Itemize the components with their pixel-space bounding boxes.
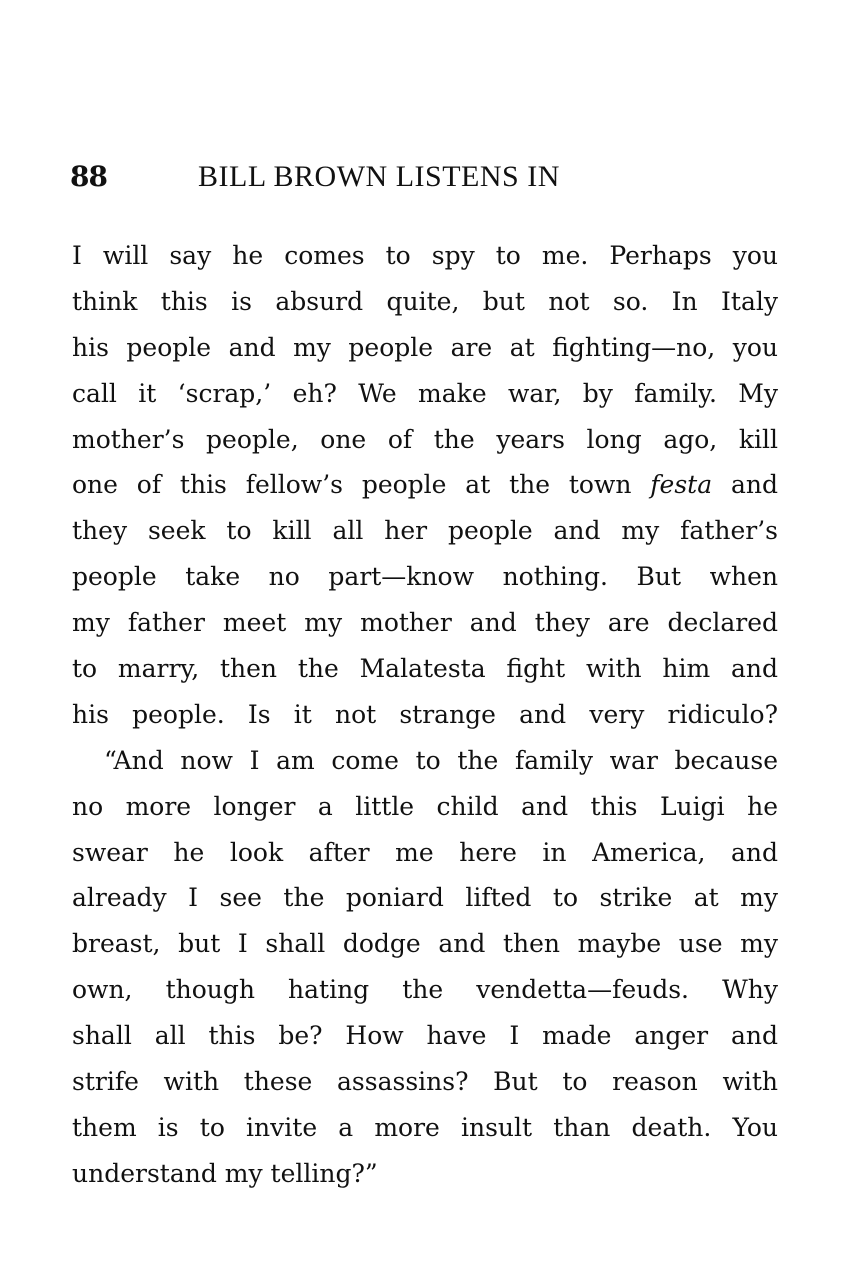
text-line: breast, but I shall dodge and then maybe use my bbox=[72, 929, 778, 959]
text-line: to marry, then the Malatesta fight with him and bbox=[72, 654, 778, 684]
text-line: think this is absurd quite, but not so. In Italy bbox=[72, 286, 778, 316]
text-line: call it ‘scrap,’ eh? We make war, by family. My bbox=[72, 378, 778, 408]
text-segment: one of this fellow’s people at the town bbox=[72, 470, 632, 500]
text-line: my father meet my mother and they are declared bbox=[72, 608, 778, 638]
paragraph bbox=[72, 233, 778, 738]
text-line: I will say he comes to spy to me. Perhaps you bbox=[72, 241, 778, 270]
running-title: BILL BROWN LISTENS IN bbox=[198, 160, 560, 193]
text-segment: and bbox=[730, 470, 778, 500]
text-line: his people and my people are at fighting—no, you bbox=[72, 332, 778, 362]
text-line: they seek to kill all her people and my father’s bbox=[72, 516, 778, 546]
text-line: strife with these assassins? But to reason with bbox=[72, 1067, 778, 1097]
text-line: swear he look after me here in America, and bbox=[72, 837, 778, 867]
text-line: “And now I am come to the family war because bbox=[104, 745, 778, 775]
text-line: no more longer a little child and this Luigi he bbox=[72, 791, 778, 821]
text-line: understand my telling?” bbox=[72, 1158, 378, 1188]
page-header bbox=[70, 160, 780, 200]
page-number: 88 bbox=[70, 160, 107, 193]
text-line: already I see the poniard lifted to strike at my bbox=[72, 883, 778, 913]
italic-word: festa bbox=[650, 470, 713, 500]
text-line bbox=[72, 462, 778, 508]
body-text bbox=[72, 233, 778, 1197]
text-line: them is to invite a more insult than death. You bbox=[72, 1112, 778, 1142]
text-line: people take no part—know nothing. But when bbox=[72, 562, 778, 592]
text-line: his people. Is it not strange and very ridiculo? bbox=[72, 699, 778, 729]
text-line: mother’s people, one of the years long ago, kill bbox=[72, 424, 778, 454]
text-line: shall all this be? How have I made anger and bbox=[72, 1021, 778, 1051]
text-line: own, though hating the vendetta—feuds. Why bbox=[72, 975, 778, 1005]
paragraph bbox=[72, 738, 778, 1197]
